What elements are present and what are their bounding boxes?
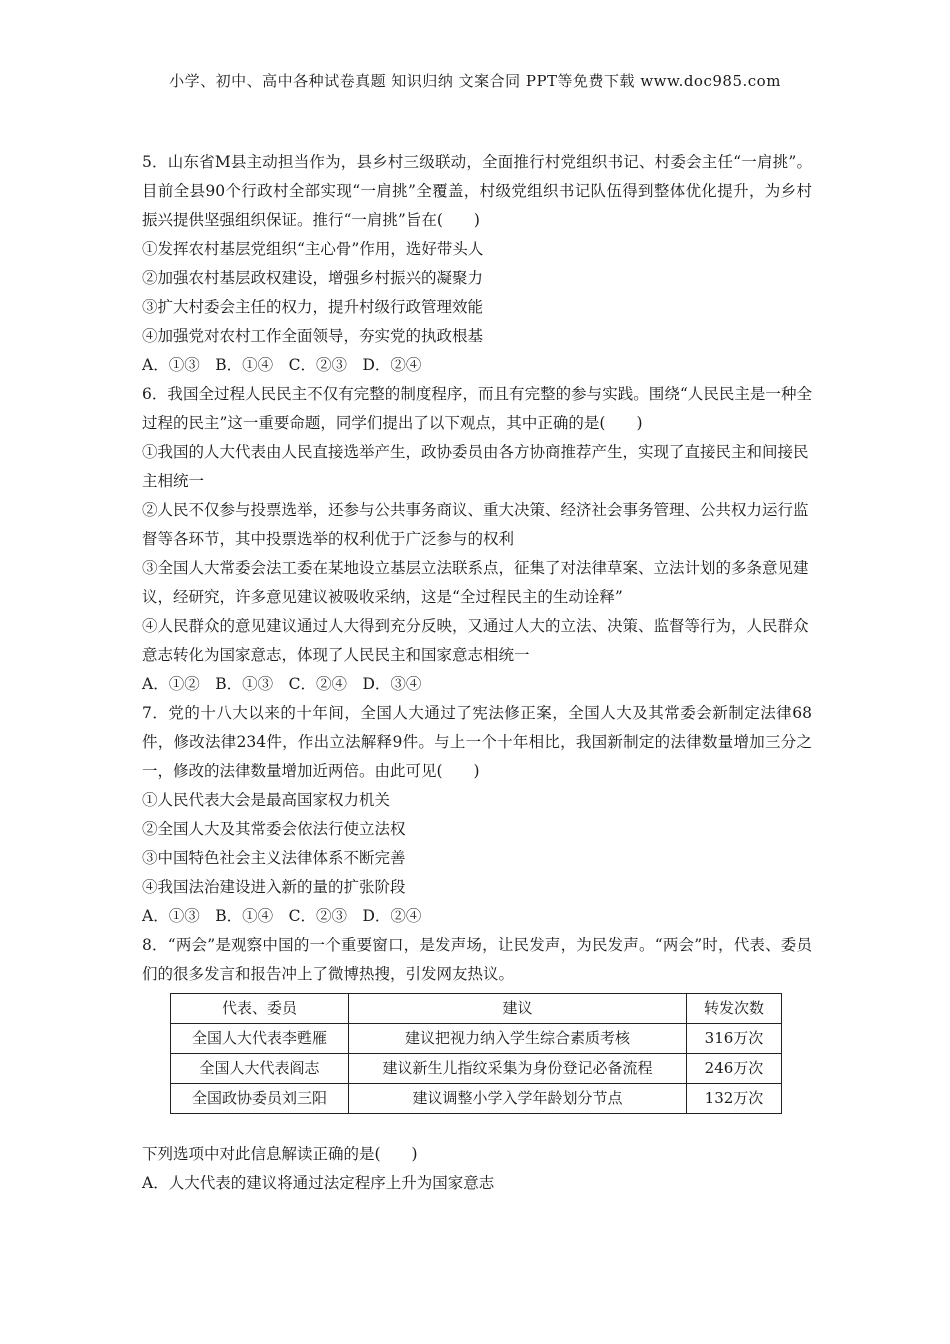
question-7-answers: A．①③ B．①④ C．②③ D．②④ (142, 907, 422, 925)
table-row (171, 1084, 782, 1114)
question-6-option-2: ②人民不仅参与投票选举，还参与公共事务商议、重大决策、经济社会事务管理、公共权力运行监督等各环节，其中投票选举的权利优于广泛参与的权利 (142, 501, 809, 548)
spacer (142, 1114, 812, 1140)
question-7-option-3: ③中国特色社会主义法律体系不断完善 (142, 849, 406, 867)
question-6-answers: A．①② B．①③ C．②④ D．③④ (142, 675, 422, 693)
table-row (171, 1054, 782, 1084)
question-5-option-2: ②加强农村基层政权建设，增强乡村振兴的凝聚力 (142, 269, 484, 287)
table-header-cell: 建议 (349, 994, 687, 1024)
table-header-cell: 代表、委员 (171, 994, 349, 1024)
question-5-option-4: ④加强党对农村工作全面领导，夯实党的执政根基 (142, 327, 484, 345)
question-8-table (170, 993, 782, 1114)
table-cell: 全国人大代表李甦雁 (171, 1024, 349, 1054)
table-cell: 132万次 (687, 1084, 782, 1114)
table-row (171, 1024, 782, 1054)
question-7-stem: 7．党的十八大以来的十年间，全国人大通过了宪法修正案，全国人大及其常委会新制定法律68件，修改法律234件，作出立法解释9件。与上一个十年相比，我国新制定的法律数量增加三分之一，修改的法律数量增加近两倍。由此可见( ) (142, 704, 812, 780)
table-header-row (171, 994, 782, 1024)
table-cell: 246万次 (687, 1054, 782, 1084)
table-cell: 建议调整小学入学年龄划分节点 (349, 1084, 687, 1114)
question-7-option-4: ④我国法治建设进入新的量的扩张阶段 (142, 878, 406, 896)
table-cell: 全国人大代表阎志 (171, 1054, 349, 1084)
question-8-option-a: A．人大代表的建议将通过法定程序上升为国家意志 (142, 1174, 495, 1192)
table-cell: 全国政协委员刘三阳 (171, 1084, 349, 1114)
question-8-prompt: 下列选项中对此信息解读正确的是( ) (142, 1145, 418, 1163)
table-cell: 建议新生儿指纹采集为身份登记必备流程 (349, 1054, 687, 1084)
page-header: 小学、初中、高中各种试卷真题 知识归纳 文案合同 PPT等免费下载 www.doc985.com (169, 72, 781, 90)
question-5-stem: 5．山东省M县主动担当作为，县乡村三级联动，全面推行村党组织书记、村委会主任“一肩挑”。目前全县90个行政村全部实现“一肩挑”全覆盖，村级党组织书记队伍得到整体优化提升，为乡村振兴提供坚强组织保证。推行“一肩挑”旨在( ) (142, 153, 812, 229)
question-6-option-3: ③全国人大常委会法工委在某地设立基层立法联系点，征集了对法律草案、立法计划的多条意见建议，经研究，许多意见建议被吸收采纳，这是“全过程民主的生动诠释” (142, 559, 809, 606)
table-cell: 建议把视力纳入学生综合素质考核 (349, 1024, 687, 1054)
exam-content (142, 148, 812, 1198)
question-6-stem: 6．我国全过程人民民主不仅有完整的制度程序，而且有完整的参与实践。围绕“人民民主是一种全过程的民主”这一重要命题，同学们提出了以下观点，其中正确的是( ) (142, 385, 812, 432)
question-5-option-3: ③扩大村委会主任的权力，提升村级行政管理效能 (142, 298, 484, 316)
question-7-option-1: ①人民代表大会是最高国家权力机关 (142, 791, 391, 809)
question-8-stem: 8．“两会”是观察中国的一个重要窗口，是发声场，让民发声，为民发声。“两会”时，代表、委员们的很多发言和报告冲上了微博热搜，引发网友热议。 (142, 936, 812, 983)
question-5-option-1: ①发挥农村基层党组织“主心骨”作用，选好带头人 (142, 240, 484, 258)
table-cell: 316万次 (687, 1024, 782, 1054)
question-5-answers: A．①③ B．①④ C．②③ D．②④ (142, 356, 422, 374)
table-header-cell: 转发次数 (687, 994, 782, 1024)
question-6-option-4: ④人民群众的意见建议通过人大得到充分反映，又通过人大的立法、决策、监督等行为，人民群众意志转化为国家意志，体现了人民民主和国家意志相统一 (142, 617, 809, 664)
question-6-option-1: ①我国的人大代表由人民直接选举产生，政协委员由各方协商推荐产生，实现了直接民主和间接民主相统一 (142, 443, 809, 490)
question-7-option-2: ②全国人大及其常委会依法行使立法权 (142, 820, 406, 838)
